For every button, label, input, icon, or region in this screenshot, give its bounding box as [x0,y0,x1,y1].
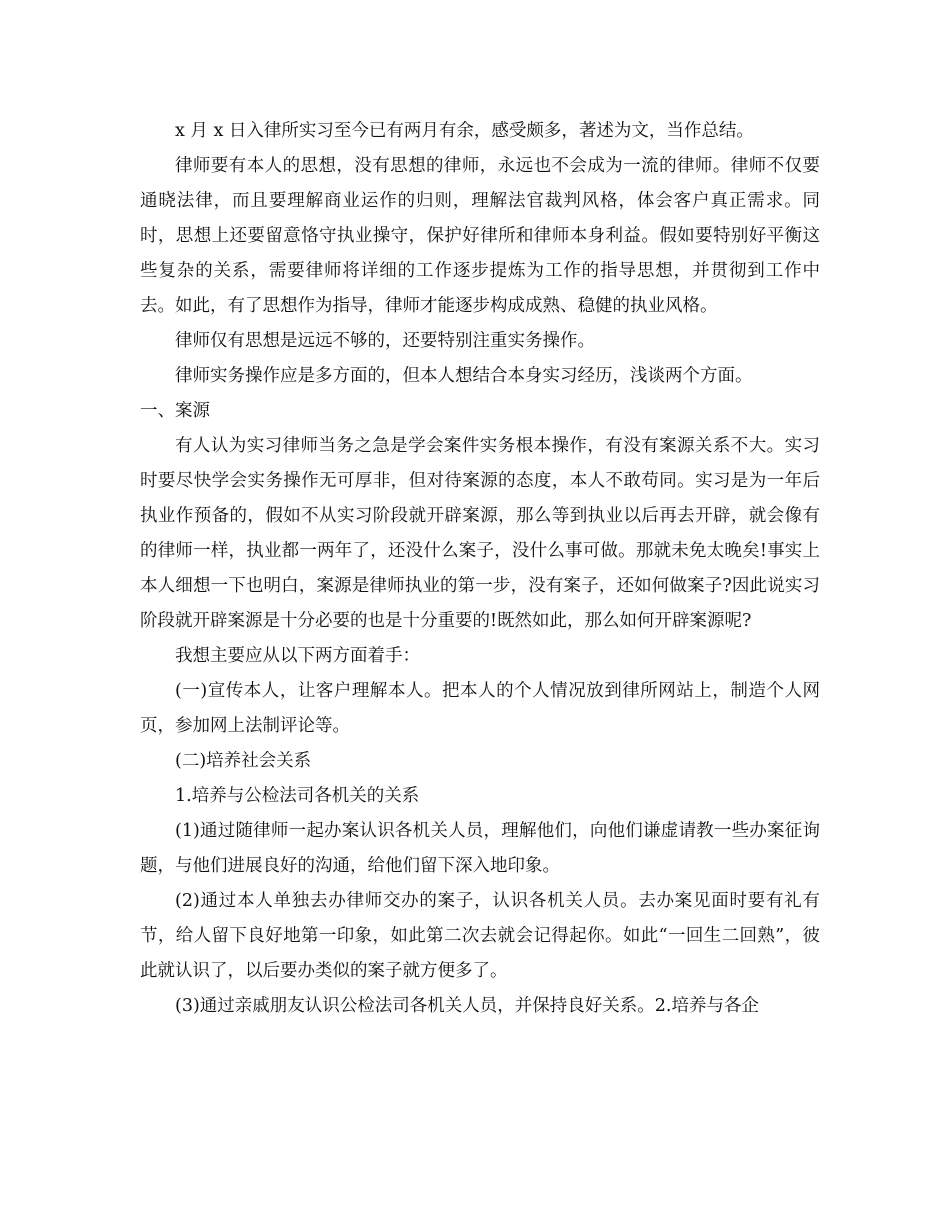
paragraph-intro: x 月 x 日入律所实习至今已有两月有余，感受颇多，著述为文，当作总结。 [175,121,754,141]
list-item-3: (3)通过亲戚朋友认识公检法司各机关人员，并保持良好关系。2.培养与各企 [175,996,759,1016]
document-body [140,114,820,1024]
paragraph-practice-emphasis: 律师仅有思想是远远不够的，还要特别注重实务操作。 [175,331,595,351]
paragraph-lawyer-thinking: 律师要有本人的思想，没有思想的律师，永远也不会成为一流的律师。律师不仅要通晓法律，而且要理解商业运作的归则，理解法官裁判风格，体会客户真正需求。同时，思想上还要留意恪守执业操守，保护好律所和律师本身利益。假如要特别好平衡这些复杂的关系，需要律师将详细的工作逐步提炼为工作的指导思想，并贯彻到工作中去。如此，有了思想作为指导，律师才能逐步构成成熟、稳健的执业风格。 [140,156,820,316]
paragraph-two-aspects: 律师实务操作应是多方面的，但本人想结合本身实习经历，浅谈两个方面。 [175,366,753,386]
list-item-1: (1)通过随律师一起办案认识各机关人员，理解他们，向他们谦虚请教一些办案征询题，与他们进展良好的沟通，给他们留下深入地印象。 [140,821,820,876]
subheading-social-relations: (二)培养社会关系 [175,751,312,771]
subheading-judicial-relations: 1.培养与公检法司各机关的关系 [175,786,420,806]
section-heading-case-source: 一、案源 [140,401,210,421]
paragraph-two-directions: 我想主要应从以下两方面着手： [175,646,420,666]
paragraph-self-promotion: (一)宣传本人，让客户理解本人。把本人的个人情况放到律所网站上，制造个人网页，参加网上法制评论等。 [140,681,820,736]
paragraph-case-source: 有人认为实习律师当务之急是学会案件实务根本操作，有没有案源关系不大。实习时要尽快学会实务操作无可厚非，但对待案源的态度，本人不敢苟同。实习是为一年后执业作预备的，假如不从实习阶段就开辟案源，那么等到执业以后再去开辟，就会像有的律师一样，执业都一两年了，还没什么案子，没什么事可做。那就未免太晚矣!事实上本人细想一下也明白，案源是律师执业的第一步，没有案子，还如何做案子?因此说实习阶段就开辟案源是十分必要的也是十分重要的!既然如此，那么如何开辟案源呢? [140,436,820,631]
list-item-2: (2)通过本人单独去办律师交办的案子，认识各机关人员。去办案见面时要有礼有节，给人留下良好地第一印象，如此第二次去就会记得起你。如此“一回生二回熟”，彼此就认识了，以后要办类似的案子就方便多了。 [140,891,820,981]
